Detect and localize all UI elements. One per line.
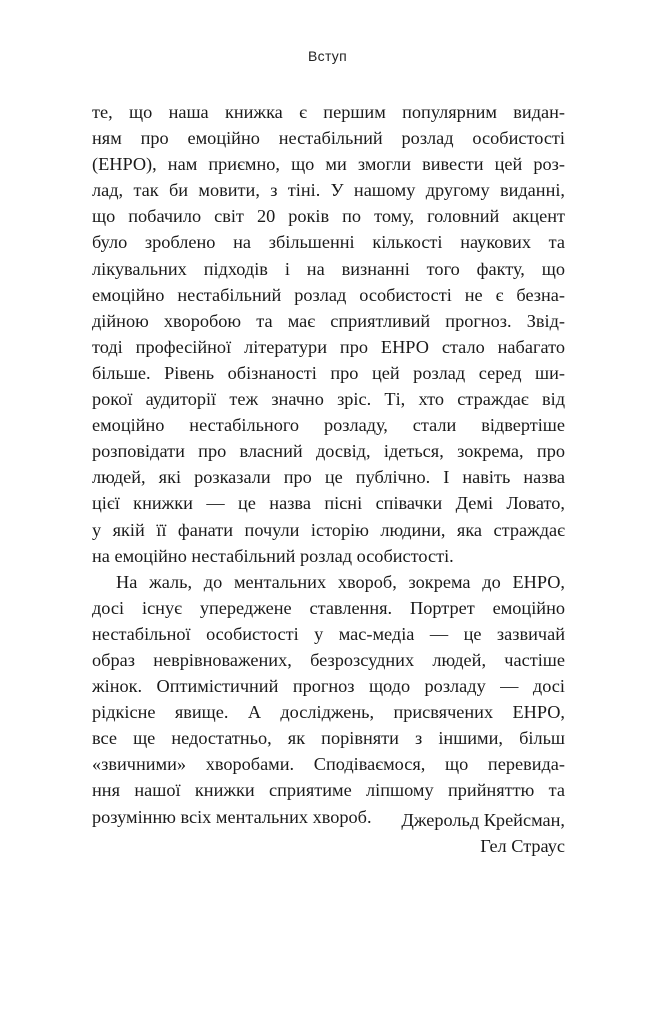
text-line: лікувальних підходів і на визнанні того факту, що [92,258,565,279]
text-line: на емоційно нестабільний розлад особистості. [92,545,454,566]
text-line: все ще недостатньо, як порівняти з іншими, більш [92,728,565,749]
text-line: ння нашої книжки сприятиме ліпшому прийняттю та [92,780,565,801]
signature-line-authors: Джерольд Крейсман, [401,810,565,830]
text-line: На жаль, до ментальних хвороб, зокрема до ЕНРО, [116,571,565,592]
text-line: жінок. Оптимістичний прогноз щодо розладу — досі [92,676,565,697]
body-text [92,99,565,830]
paragraph-1 [92,99,565,569]
text-line: дійною хворобою та має сприятливий прогноз. Звід- [92,310,565,331]
text-line: емоційно нестабільного розладу, стали відвертіше [92,415,565,436]
text-line: людей, які розказали про це публічно. І навіть назва [92,467,565,488]
text-line: більше. Рівень обізнаності про цей розлад серед ши- [92,362,565,383]
paragraph-2 [92,569,565,830]
text-line: те, що наша книжка є першим популярним видан- [92,102,565,122]
text-line: у якій її фанати почули історію людини, яка страждає [92,519,565,540]
text-line: що побачило світ 20 років по тому, головний акцент [92,206,565,227]
text-line: цієї книжки — це назва пісні співачки Демі Ловато, [92,493,565,514]
signature-line-coauthor: Гел Страус [480,836,565,856]
text-line: образ неврівноважених, безрозсудних людей, частіше [92,649,565,670]
text-line: рокої аудиторії теж значно зріс. Ті, хто страждає від [92,389,565,410]
text-line: розповідати про власний досвід, ідеться, зокрема, про [92,441,565,462]
text-line: ням про емоційно нестабільний розлад особистості [92,128,565,149]
text-line: лад, так би мовити, з тіні. У нашому другому виданні, [92,180,565,201]
running-head: Вступ [308,48,347,64]
text-line: емоційно нестабільний розлад особистості не є безна- [92,284,565,305]
text-line: тоді професійної літератури про ЕНРО стало набагато [92,336,565,357]
text-line: (ЕНРО), нам приємно, що ми змогли вивести цей роз- [92,154,565,175]
text-line: досі існує упереджене ставлення. Портрет емоційно [92,597,565,618]
text-line: рідкісне явище. А досліджень, присвячених ЕНРО, [92,702,565,723]
text-line: було зроблено на збільшенні кількості наукових та [92,232,565,253]
text-line: розумінню всіх ментальних хвороб. [92,806,372,827]
signature [401,807,565,859]
text-line: нестабільної особистості у мас-медіа — це зазвичай [92,623,565,644]
text-line: «звичними» хворобами. Сподіваємося, що перевида- [92,754,565,775]
